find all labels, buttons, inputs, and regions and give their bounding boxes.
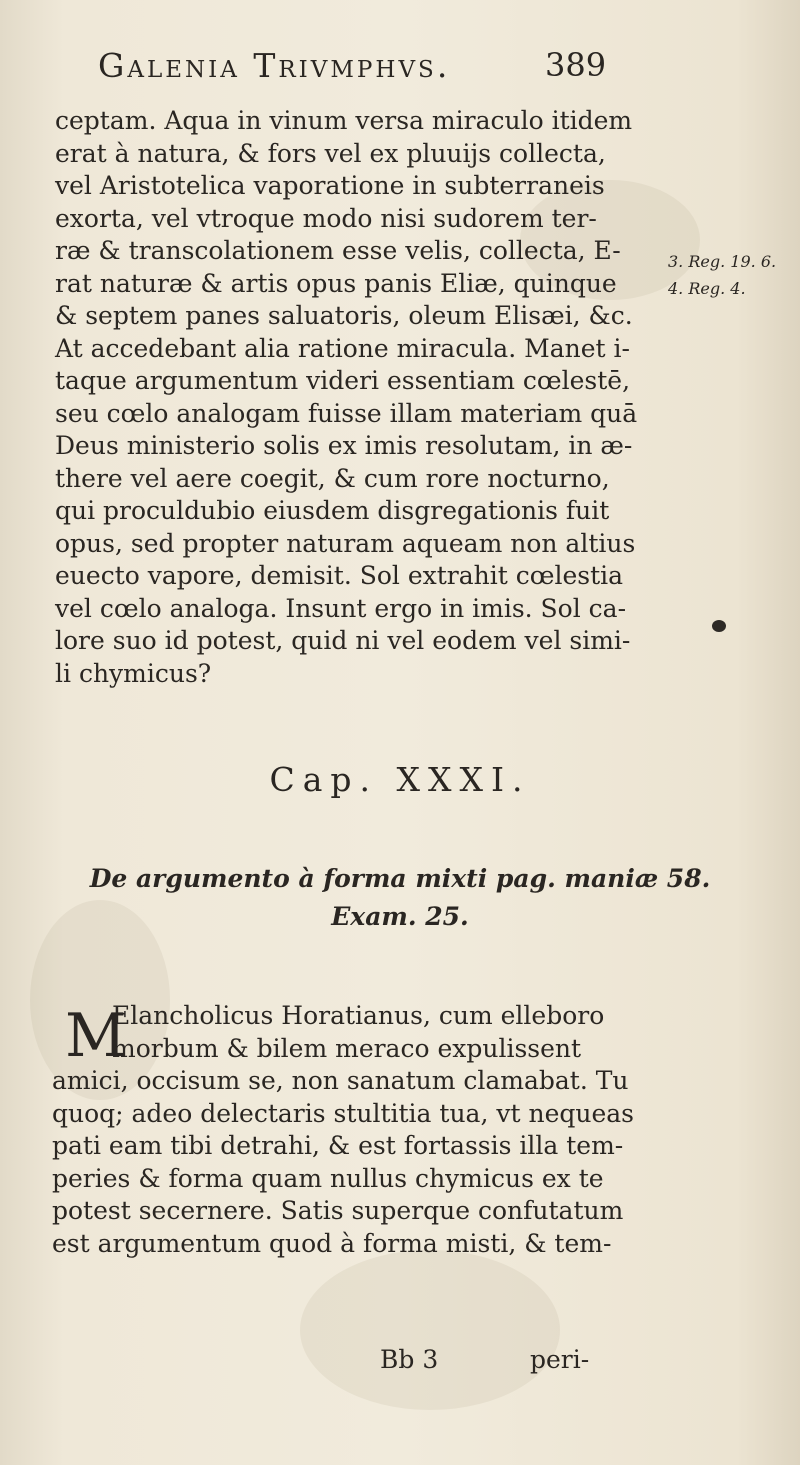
- text-line: ceptam. Aqua in vinum versa miraculo itidem: [55, 106, 633, 135]
- signature-mark: Bb 3: [380, 1345, 439, 1374]
- text-line: morbum & bilem meraco expulissent: [112, 1033, 582, 1063]
- margin-notes: [668, 248, 776, 302]
- text-line: amici, occisum se, non sanatum clamabat. Tu: [52, 1066, 629, 1095]
- chapter-heading: Cap. XXXI.: [269, 760, 531, 799]
- paragraph-2: [52, 1000, 672, 1260]
- text-line: opus, sed propter naturam aqueam non altius: [55, 528, 636, 558]
- text-line: vel Aristotelica vaporatione in subterraneis: [55, 171, 605, 200]
- text-line: vel cœlo analoga. Insunt ergo in imis. Sol ca-: [55, 593, 627, 623]
- text-line: Elancholicus Horatianus, cum elleboro: [112, 1001, 605, 1030]
- text-line: lore suo id potest, quid ni vel eodem vel simi-: [55, 626, 631, 655]
- catchword: peri-: [530, 1345, 590, 1374]
- text-line: est argumentum quod à forma misti, & tem-: [52, 1228, 612, 1258]
- text-line: At accedebant alia ratione miracula. Manet i-: [55, 333, 630, 363]
- chapter-subtitle: [0, 860, 800, 936]
- drop-cap: M: [65, 1001, 127, 1071]
- subtitle-line: Exam. 25.: [331, 902, 469, 931]
- text-line: Deus ministerio solis ex imis resolutam, in æ-: [55, 431, 633, 460]
- text-line: & septem panes saluatoris, oleum Elisæi, &c.: [55, 301, 633, 330]
- paper-stain: [300, 1250, 560, 1410]
- paragraph-1: [55, 105, 665, 690]
- text-line: qui proculdubio eiusdem disgregationis fuit: [55, 496, 610, 525]
- text-line: seu cœlo analogam fuisse illam materiam quā: [55, 398, 638, 428]
- text-line: quoq; adeo delectaris stultitia tua, vt nequeas: [52, 1098, 634, 1128]
- page-number: 389: [545, 46, 607, 84]
- text-line: there vel aere coegit, & cum rore nocturno,: [55, 463, 610, 493]
- running-title: Galenia Trivmphvs.: [98, 46, 451, 85]
- text-line: li chymicus?: [55, 658, 212, 688]
- ink-blot: [712, 620, 726, 632]
- page-header: [60, 46, 660, 102]
- text-line: rat naturæ & artis opus panis Eliæ, quinque: [55, 268, 617, 298]
- text-line: ræ & transcolationem esse velis, collecta, E-: [55, 236, 621, 265]
- text-line: taque argumentum videri essentiam cœlestē,: [55, 366, 631, 395]
- margin-note: 4. Reg. 4.: [668, 279, 746, 298]
- text-line: erat à natura, & fors vel ex pluuijs collecta,: [55, 138, 606, 168]
- text-line: potest secernere. Satis superque confutatum: [52, 1196, 624, 1225]
- margin-note: 3. Reg. 19. 6.: [668, 252, 777, 271]
- text-line: euecto vapore, demisit. Sol extrahit cœlestia: [55, 561, 624, 590]
- text-line: peries & forma quam nullus chymicus ex te: [52, 1163, 604, 1193]
- page-footer: [0, 1345, 800, 1385]
- text-line: pati eam tibi detrahi, & est fortassis illa tem-: [52, 1131, 624, 1160]
- subtitle-line: De argumento à forma mixti pag. maniæ 58.: [89, 864, 711, 893]
- text-line: exorta, vel vtroque modo nisi sudorem ter-: [55, 203, 597, 233]
